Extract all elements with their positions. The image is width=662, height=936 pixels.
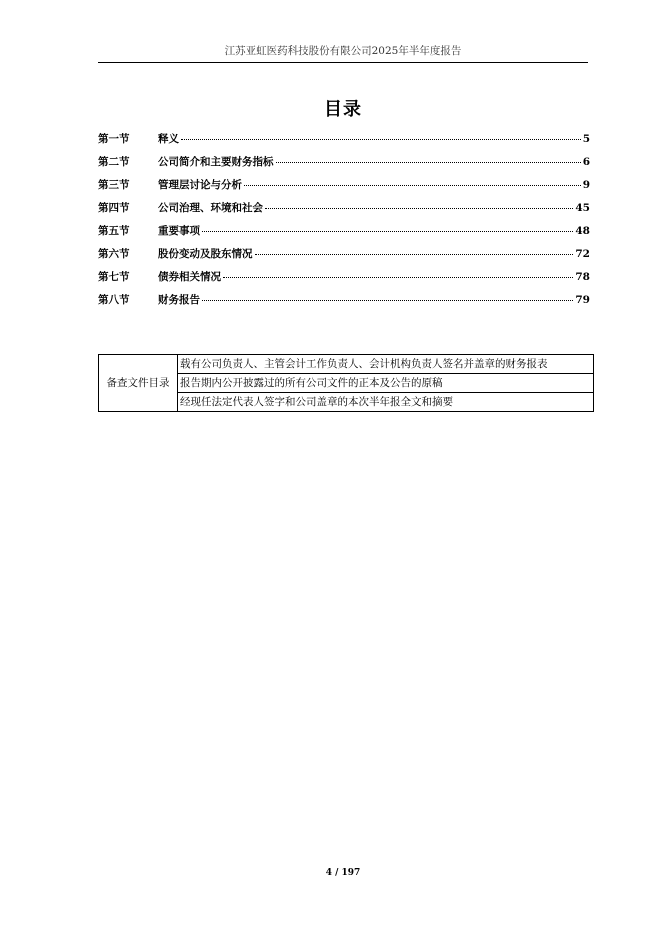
page-number: 4 / 197 (325, 868, 361, 878)
toc-title: 目录 (324, 99, 362, 120)
toc-dot-leader (202, 231, 573, 232)
toc-dot-leader (276, 162, 581, 163)
toc-item-label: 股份变动及股东情况 (158, 248, 253, 260)
toc-item-label: 财务报告 (158, 294, 200, 306)
toc-item[interactable] (98, 224, 590, 247)
reference-document-item: 报告期内公开披露过的所有公司文件的正本及公告的原稿 (178, 374, 594, 393)
toc-item-page: 6 (582, 156, 590, 168)
toc-item-number: 第七节 (98, 271, 130, 283)
toc-item-page: 72 (575, 248, 590, 260)
toc-item-page: 79 (575, 294, 590, 306)
toc-item-label: 释义 (158, 133, 179, 145)
toc-item-page: 5 (582, 133, 590, 145)
toc-item[interactable] (98, 270, 590, 293)
reference-document-item: 经现任法定代表人签字和公司盖章的本次半年报全文和摘要 (178, 393, 594, 412)
toc-item-label: 公司简介和主要财务指标 (158, 156, 274, 168)
toc-item-number: 第二节 (98, 156, 130, 168)
toc-item-label: 重要事项 (158, 225, 200, 237)
reference-documents-table (98, 354, 594, 412)
toc-item[interactable] (98, 201, 590, 224)
toc-item-page: 9 (582, 179, 590, 191)
toc-item-number: 第一节 (98, 133, 130, 145)
toc-item-page: 45 (575, 202, 590, 214)
toc-item-page: 78 (575, 271, 590, 283)
table-row (99, 355, 594, 374)
toc-item-label: 管理层讨论与分析 (158, 179, 242, 191)
toc-dot-leader (265, 208, 573, 209)
toc-dot-leader (181, 139, 581, 140)
toc-item-number: 第六节 (98, 248, 130, 260)
toc-item-label: 债券相关情况 (158, 271, 221, 283)
toc-dot-leader (202, 300, 573, 301)
table-of-contents (98, 132, 590, 316)
toc-item[interactable] (98, 247, 590, 270)
page-header: 江苏亚虹医药科技股份有限公司2025年半年度报告 (224, 45, 462, 57)
toc-item-label: 公司治理、环境和社会 (158, 202, 263, 214)
toc-dot-leader (255, 254, 574, 255)
toc-dot-leader (223, 277, 573, 278)
toc-item[interactable] (98, 132, 590, 155)
toc-item-number: 第三节 (98, 179, 130, 191)
reference-document-item: 载有公司负责人、主管会计工作负责人、会计机构负责人签名并盖章的财务报表 (178, 355, 594, 374)
toc-item-number: 第四节 (98, 202, 130, 214)
toc-dot-leader (244, 185, 581, 186)
header-rule (98, 62, 588, 63)
toc-item-page: 48 (575, 225, 590, 237)
reference-documents-heading: 备查文件目录 (99, 355, 178, 412)
toc-item[interactable] (98, 155, 590, 178)
toc-item-number: 第五节 (98, 225, 130, 237)
toc-item-number: 第八节 (98, 294, 130, 306)
toc-item[interactable] (98, 178, 590, 201)
toc-item[interactable] (98, 293, 590, 316)
